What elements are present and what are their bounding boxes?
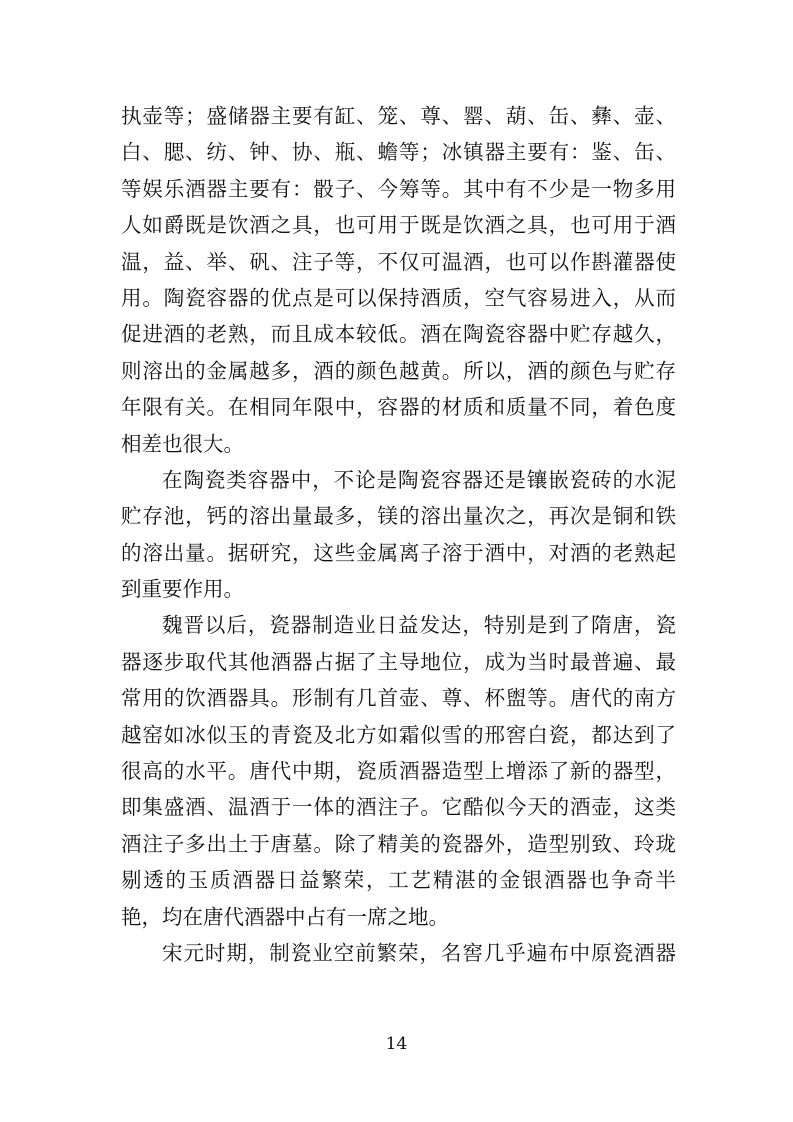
text-line: 在陶瓷类容器中，不论是陶瓷容器还是镶嵌瓷砖的水泥 (162, 467, 676, 492)
text-line: 年限有关。在相同年限中，容器的材质和质量不同，着色度 (121, 395, 676, 420)
text-line: 器逐步取代其他酒器占据了主导地位，成为当时最普遍、最 (121, 649, 676, 674)
text-line: 执壶等；盛储器主要有缸、笼、尊、罂、葫、缶、彝、壶、 (121, 104, 676, 128)
text-line: 酒注子多出土于唐墓。除了精美的瓷器外，造型别致、玲珑 (121, 831, 676, 856)
text-line: 白、腮、纺、钟、协、瓶、蟾等；冰镇器主要有：鉴、缶、 (121, 140, 676, 165)
text-line: 常用的饮酒器具。形制有几首壶、尊、杯盥等。唐代的南方 (121, 686, 676, 711)
text-line: 贮存池，钙的溶出量最多，镁的溶出量次之，再次是铜和铁 (121, 504, 676, 529)
text-line: 魏晋以后，瓷器制造业日益发达，特别是到了隋唐，瓷 (162, 613, 676, 638)
text-line: 则溶出的金属越多，酒的颜色越黄。所以，酒的颜色与贮存 (121, 358, 676, 383)
text-line: 到重要作用。 (121, 577, 244, 602)
text-line: 用。陶瓷容器的优点是可以保持酒质，空气容易进入，从而 (121, 285, 676, 310)
text-line: 即集盛酒、温酒于一体的酒注子。它酷似今天的酒壶，这类 (121, 795, 676, 820)
text-line: 等娱乐酒器主要有：骰子、今筹等。其中有不少是一物多用 (121, 176, 676, 201)
text-line: 宋元时期，制瓷业空前繁荣，名窖几乎遍布中原瓷酒器 (162, 940, 676, 965)
text-line: 促进酒的老熟，而且成本较低。酒在陶瓷容器中贮存越久， (121, 322, 676, 347)
text-line: 相差也很大。 (121, 431, 244, 456)
text-line: 越窑如冰似玉的青瓷及北方如霜似雪的邢窖白瓷，都达到了 (121, 722, 676, 747)
text-line: 很高的水平。唐代中期，瓷质酒器造型上增添了新的器型， (121, 759, 676, 784)
text-line: 的溶出量。据研究，这些金属离子溶于酒中，对酒的老熟起 (121, 540, 676, 565)
text-line: 温，益、举、矾、注子等，不仅可温酒，也可以作斟灌器使 (121, 249, 676, 274)
text-line: 剔透的玉质酒器日益繁荣，工艺精湛的金银酒器也争奇半 (121, 868, 676, 893)
page-number: 14 (385, 1034, 408, 1054)
document-body (121, 98, 676, 971)
text-line: 艳，均在唐代酒器中占有一席之地。 (121, 904, 449, 929)
text-line: 人如爵既是饮酒之具，也可用于既是饮酒之具，也可用于酒 (121, 213, 676, 238)
